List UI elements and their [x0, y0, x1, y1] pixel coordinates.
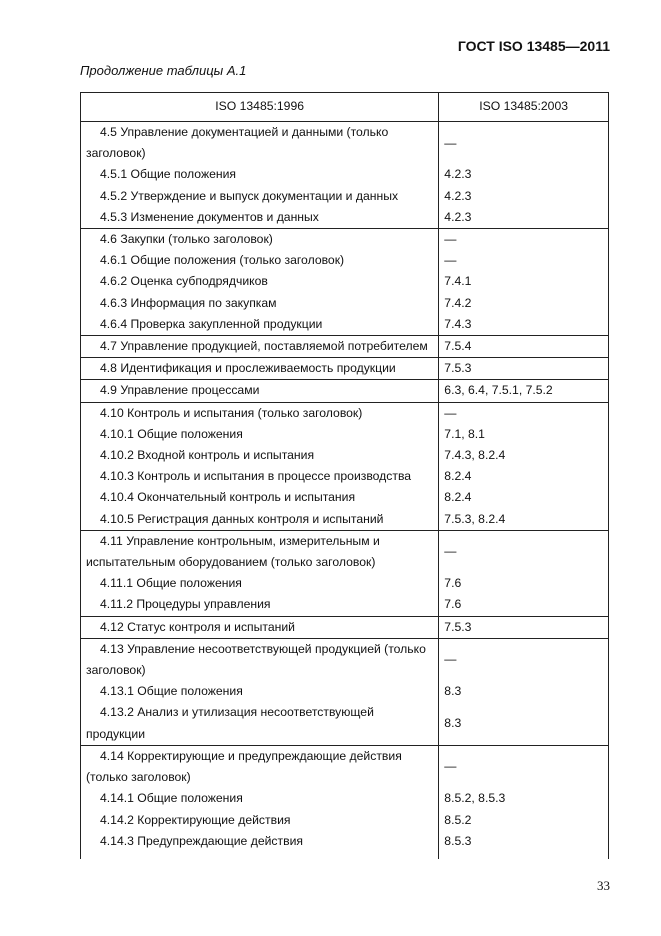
clause-iso-2003: — — [439, 250, 609, 271]
table-row — [81, 271, 609, 292]
clause-iso-1996: 4.6 Закупки (только заголовок) — [81, 229, 439, 251]
standard-designation: ГОСТ ISO 13485—2011 — [457, 38, 610, 54]
table-row — [81, 573, 609, 594]
clause-iso-1996: 4.10.1 Общие положения — [81, 424, 439, 445]
clause-iso-1996: 4.13 Управление несоответствующей продукцией (только заголовок) — [81, 638, 439, 681]
clause-iso-1996: 4.14 Корректирующие и предупреждающие действия (только заголовок) — [81, 745, 439, 788]
clause-iso-2003: — — [439, 229, 609, 251]
clause-iso-1996: 4.14.2 Корректирующие действия — [81, 810, 439, 831]
clause-iso-2003: 8.2.4 — [439, 466, 609, 487]
column-header-iso-2003: ISO 13485:2003 — [439, 93, 609, 122]
clause-iso-2003: 8.2.4 — [439, 487, 609, 508]
table-row — [81, 250, 609, 271]
table-row — [81, 229, 609, 251]
table-body — [81, 122, 609, 859]
clause-iso-1996: 4.12 Статус контроля и испытаний — [81, 616, 439, 638]
table-row — [81, 594, 609, 616]
clause-iso-2003: 8.5.3 — [439, 831, 609, 859]
table-row — [81, 810, 609, 831]
clause-iso-2003: — — [439, 638, 609, 681]
clause-iso-2003: 7.4.3, 8.2.4 — [439, 445, 609, 466]
clause-iso-2003: 8.5.2 — [439, 810, 609, 831]
table-header-row — [81, 93, 609, 122]
clause-iso-2003: — — [439, 530, 609, 573]
clause-iso-1996: 4.10.3 Контроль и испытания в процессе производства — [81, 466, 439, 487]
clause-iso-1996: 4.10.2 Входной контроль и испытания — [81, 445, 439, 466]
table-row — [81, 336, 609, 358]
clause-iso-2003: — — [439, 745, 609, 788]
table-row — [81, 616, 609, 638]
clause-iso-2003: 7.4.2 — [439, 293, 609, 314]
clause-iso-1996: 4.10.5 Регистрация данных контроля и испытаний — [81, 509, 439, 531]
table-row — [81, 745, 609, 788]
clause-iso-1996: 4.10 Контроль и испытания (только заголовок) — [81, 402, 439, 424]
table-row — [81, 314, 609, 336]
table-row — [81, 638, 609, 681]
clause-iso-2003: 8.5.2, 8.5.3 — [439, 788, 609, 809]
table-row — [81, 358, 609, 380]
table-row — [81, 702, 609, 745]
clause-iso-2003: 7.5.3 — [439, 358, 609, 380]
clause-iso-1996: 4.6.2 Оценка субподрядчиков — [81, 271, 439, 292]
table-row — [81, 445, 609, 466]
clause-iso-1996: 4.5.2 Утверждение и выпуск документации и данных — [81, 186, 439, 207]
clause-iso-1996: 4.14.3 Предупреждающие действия — [81, 831, 439, 859]
clause-iso-2003: 4.2.3 — [439, 164, 609, 185]
table-row — [81, 424, 609, 445]
clause-iso-2003: 7.5.3, 8.2.4 — [439, 509, 609, 531]
table-row — [81, 380, 609, 402]
table-row — [81, 788, 609, 809]
clause-iso-2003: 7.6 — [439, 594, 609, 616]
clause-iso-1996: 4.5 Управление документацией и данными (только заголовок) — [81, 122, 439, 165]
clause-iso-2003: 8.3 — [439, 702, 609, 745]
table-row — [81, 530, 609, 573]
table-row — [81, 164, 609, 185]
table-row — [81, 402, 609, 424]
clause-iso-1996: 4.11 Управление контрольным, измерительным и испытательным оборудованием (только заголовок) — [81, 530, 439, 573]
table-row — [81, 186, 609, 207]
page-number: 33 — [597, 878, 610, 893]
clause-iso-1996: 4.11.1 Общие положения — [81, 573, 439, 594]
clause-iso-2003: — — [439, 402, 609, 424]
clause-iso-2003: — — [439, 122, 609, 165]
clause-iso-1996: 4.5.1 Общие положения — [81, 164, 439, 185]
clause-iso-2003: 7.4.1 — [439, 271, 609, 292]
clause-iso-2003: 7.5.3 — [439, 616, 609, 638]
clause-iso-1996: 4.9 Управление процессами — [81, 380, 439, 402]
clause-iso-2003: 4.2.3 — [439, 186, 609, 207]
clause-iso-2003: 7.5.4 — [439, 336, 609, 358]
clause-iso-2003: 7.6 — [439, 573, 609, 594]
clause-iso-1996: 4.5.3 Изменение документов и данных — [81, 207, 439, 229]
clause-iso-1996: 4.10.4 Окончательный контроль и испытания — [81, 487, 439, 508]
clause-iso-1996: 4.11.2 Процедуры управления — [81, 594, 439, 616]
table-caption: Продолжение таблицы А.1 — [80, 63, 247, 78]
clause-iso-2003: 4.2.3 — [439, 207, 609, 229]
clause-iso-1996: 4.13.1 Общие положения — [81, 681, 439, 702]
table-row — [81, 122, 609, 165]
clause-iso-1996: 4.6.3 Информация по закупкам — [81, 293, 439, 314]
clause-iso-1996: 4.13.2 Анализ и утилизация несоответствующей продукции — [81, 702, 439, 745]
clause-iso-1996: 4.8 Идентификация и прослеживаемость продукции — [81, 358, 439, 380]
clause-iso-2003: 8.3 — [439, 681, 609, 702]
clause-iso-2003: 7.4.3 — [439, 314, 609, 336]
table-row — [81, 487, 609, 508]
clause-iso-1996: 4.14.1 Общие положения — [81, 788, 439, 809]
table-row — [81, 681, 609, 702]
column-header-iso-1996: ISO 13485:1996 — [81, 93, 439, 122]
correspondence-table — [80, 92, 609, 859]
table-row — [81, 293, 609, 314]
clause-iso-1996: 4.6.1 Общие положения (только заголовок) — [81, 250, 439, 271]
clause-iso-2003: 7.1, 8.1 — [439, 424, 609, 445]
clause-iso-1996: 4.6.4 Проверка закупленной продукции — [81, 314, 439, 336]
clause-iso-2003: 6.3, 6.4, 7.5.1, 7.5.2 — [439, 380, 609, 402]
table-row — [81, 509, 609, 531]
table-row — [81, 207, 609, 229]
table-row — [81, 466, 609, 487]
clause-iso-1996: 4.7 Управление продукцией, поставляемой потребителем — [81, 336, 439, 358]
table-row — [81, 831, 609, 859]
